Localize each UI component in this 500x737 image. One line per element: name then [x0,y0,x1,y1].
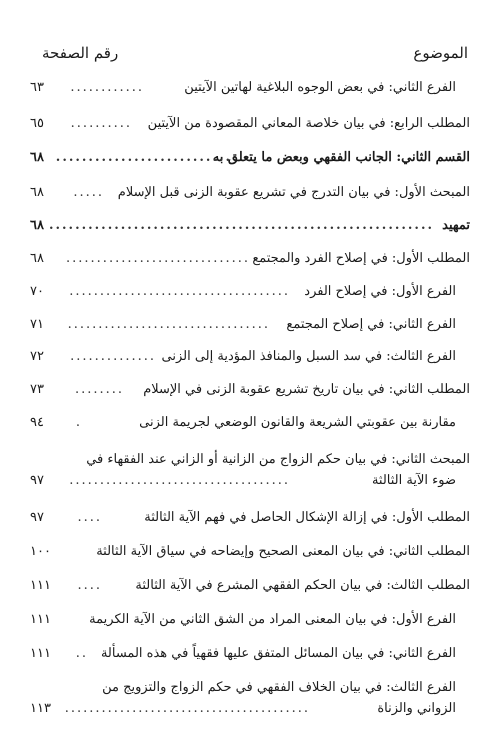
toc-leader-dots: .......... [70,116,132,131]
toc-page-number: ٧٠ [30,284,44,299]
toc-page-number: ٧٢ [30,349,44,364]
toc-page-number: ٩٧ [30,473,44,488]
toc-entry-text: المطلب الأول: في إصلاح الفرد والمجتمع [252,251,470,266]
toc-leader-dots: .................................... [69,473,290,488]
toc-entry-text: المطلب الثاني: في بيان المعنى الصحيح وإيضاحه في سياق الآية الثالثة [96,544,470,559]
toc-page-number: ٧٣ [30,382,44,397]
toc-entry-text-continuation: ضوء الآية الثالثة [371,473,456,488]
toc-page-number: ١١٣ [30,701,51,716]
toc-leader-dots: .. [75,646,88,661]
toc-leader-dots: ........................................ [64,701,310,716]
header-topic: الموضوع [413,44,468,62]
toc-page-number: ١١١ [30,578,51,593]
toc-entry-text: الفرع الثاني: في بيان المسائل المتفق عليها فقهياً في هذه المسألة [100,646,456,661]
toc-page-number: ٦٥ [30,116,44,131]
toc-leader-dots: .............. [70,349,156,364]
toc-page-number: ٦٨ [30,150,44,165]
toc-leader-dots: ................................. [67,317,270,332]
toc-entry-text: الفرع الثاني: في إصلاح المجتمع [286,317,456,332]
toc-entry-text: المطلب الثاني: في بيان تاريخ تشريع عقوبة الزنى في الإسلام [143,382,470,397]
toc-entry-text: الفرع الثاني: في بعض الوجوه البلاغية لهاتين الآيتين [184,80,456,95]
toc-leader-dots: ............ [70,80,144,95]
toc-entry-text-continuation: الزواني والزناة [377,701,456,716]
toc-entry-text: المطلب الثالث: في بيان الحكم الفقهي المشرع في الآية الثالثة [135,578,470,593]
toc-entry-text: القسم الثاني: الجانب الفقهي وبعض ما يتعلق به [212,150,470,165]
toc-entry-text: مقارنة بين عقوبتي الشريعة والقانون الوضعي لجريمة الزنى [139,415,456,430]
toc-entry-text: تمهيد [442,218,470,233]
toc-page-number: ٦٨ [30,218,44,233]
toc-entry-text: الفرع الثالث: في سد السبل والمنافذ المؤدية إلى الزنى [161,349,456,364]
toc-row [30,678,470,720]
toc-leader-dots: .............................. [66,251,250,266]
toc-leader-dots: ........................................................... [48,218,434,233]
toc-page-number: ٦٣ [30,80,44,95]
toc-entry-text: المبحث الثاني: في بيان حكم الزواج من الزانية أو الزاني عند الفقهاء في [86,452,470,467]
toc-entry-text: الفرع الثالث: في بيان الخلاف الفقهي في حكم الزواج والتزويج من [102,680,456,695]
toc-leader-dots: .... [77,578,102,593]
toc-entry-text: المبحث الأول: في بيان التدرج في تشريع عقوبة الزنى قبل الإسلام [117,185,470,200]
toc-leader-dots: ........................... [55,150,232,165]
toc-entry-text: الفرع الأول: في إصلاح الفرد [304,284,456,299]
toc-page-number: ١١١ [30,646,51,661]
toc-leader-dots: .................................... [69,284,290,299]
toc-page-number: ٦٨ [30,185,44,200]
toc-page-number: ٩٤ [30,415,44,430]
toc-entry-text: الفرع الأول: في بيان المعنى المراد من الشق الثاني من الآية الكريمة [89,612,456,627]
toc-page-number: ١١١ [30,612,51,627]
toc-row [30,450,470,492]
toc-leader-dots: ........ [74,382,124,397]
toc-page-number: ٩٧ [30,510,44,525]
toc-page-number: ٧١ [30,317,44,332]
header-page-number: رقم الصفحة [42,44,119,62]
toc-leader-dots: .... [77,510,102,525]
toc-page-number: ١٠٠ [30,544,51,559]
toc-leader-dots: . [75,415,82,430]
toc-page-number: ٦٨ [30,251,44,266]
toc-entry-text: المطلب الأول: في إزالة الإشكال الحاصل في فهم الآية الثالثة [144,510,470,525]
toc-entry-text: المطلب الرابع: في بيان خلاصة المعاني المقصودة من الآيتين [147,116,470,131]
toc-leader-dots: ..... [73,185,104,200]
